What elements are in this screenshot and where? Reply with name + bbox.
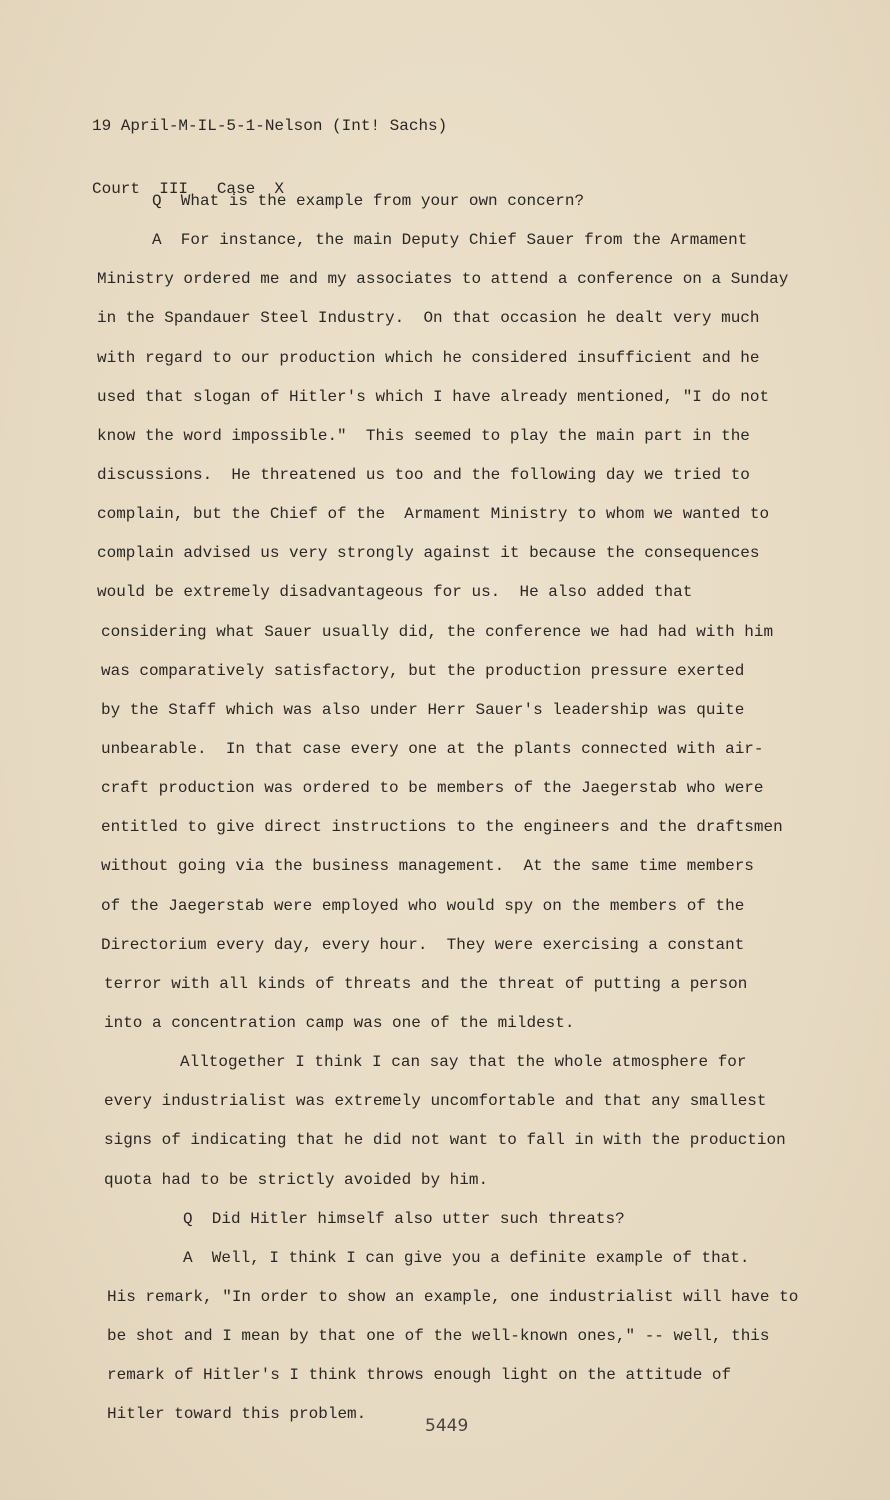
text-line: quota had to be strictly avoided by him. bbox=[104, 1170, 489, 1189]
header-line-1: 19 April-M-IL-5-1-Nelson (Int! Sachs) bbox=[92, 117, 448, 135]
text-line: without going via the business management. At the same time members bbox=[101, 857, 754, 876]
text-line: unbearable. In that case every one at the plants connected with air- bbox=[101, 739, 764, 758]
text-line: complain, but the Chief of the Armament Ministry to whom we wanted to bbox=[97, 505, 770, 524]
text-line: of the Jaegerstab were employed who would spy on the members of the bbox=[101, 896, 745, 915]
text-line: A Well, I think I can give you a definite example of that. bbox=[183, 1248, 750, 1267]
text-line: into a concentration camp was one of the mildest. bbox=[104, 1013, 575, 1032]
page-number: 5449 bbox=[425, 1416, 469, 1436]
text-line: Q Did Hitler himself also utter such threats? bbox=[183, 1209, 625, 1228]
text-line: A For instance, the main Deputy Chief Sauer from the Armament bbox=[152, 231, 748, 250]
text-line: in the Spandauer Steel Industry. On that occasion he dealt very much bbox=[97, 309, 760, 328]
text-line: Alltogether I think I can say that the whole atmosphere for bbox=[180, 1053, 747, 1072]
text-line: His remark, "In order to show an example, one industrialist will have to bbox=[107, 1287, 799, 1306]
text-line: every industrialist was extremely uncomfortable and that any smallest bbox=[104, 1092, 767, 1111]
text-line: by the Staff which was also under Herr Sauer's leadership was quite bbox=[101, 700, 745, 719]
text-line: used that slogan of Hitler's which I have already mentioned, "I do not bbox=[97, 387, 770, 406]
text-line: Q What is the example from your own concern? bbox=[152, 192, 585, 210]
text-line: know the word impossible." This seemed to play the main part in the bbox=[97, 426, 750, 445]
text-line: was comparatively satisfactory, but the production pressure exerted bbox=[101, 661, 745, 680]
text-line: signs of indicating that he did not want to fall in with the production bbox=[104, 1131, 786, 1150]
text-line: considering what Sauer usually did, the conference we had had with him bbox=[101, 622, 774, 641]
text-line: complain advised us very strongly against it because the consequences bbox=[97, 544, 760, 563]
text-line: Hitler toward this problem. bbox=[107, 1405, 367, 1424]
text-line: entitled to give direct instructions to the engineers and the draftsmen bbox=[101, 818, 783, 837]
text-line: discussions. He threatened us too and the following day we tried to bbox=[97, 465, 750, 484]
text-line: craft production was ordered to be members of the Jaegerstab who were bbox=[101, 779, 764, 798]
text-line: be shot and I mean by that one of the well-known ones," -- well, this bbox=[107, 1327, 770, 1346]
text-line: Directorium every day, every hour. They were exercising a constant bbox=[101, 935, 745, 954]
text-line: remark of Hitler's I think throws enough light on the attitude of bbox=[107, 1366, 732, 1385]
text-line: with regard to our production which he considered insufficient and he bbox=[97, 348, 760, 367]
text-line: would be extremely disadvantageous for us. He also added that bbox=[97, 583, 693, 602]
text-line: terror with all kinds of threats and the threat of putting a person bbox=[104, 974, 748, 993]
transcript-body bbox=[0, 182, 798, 1435]
header-line-2: Court III Case X bbox=[92, 180, 285, 198]
text-line: Ministry ordered me and my associates to attend a conference on a Sunday bbox=[97, 270, 789, 289]
